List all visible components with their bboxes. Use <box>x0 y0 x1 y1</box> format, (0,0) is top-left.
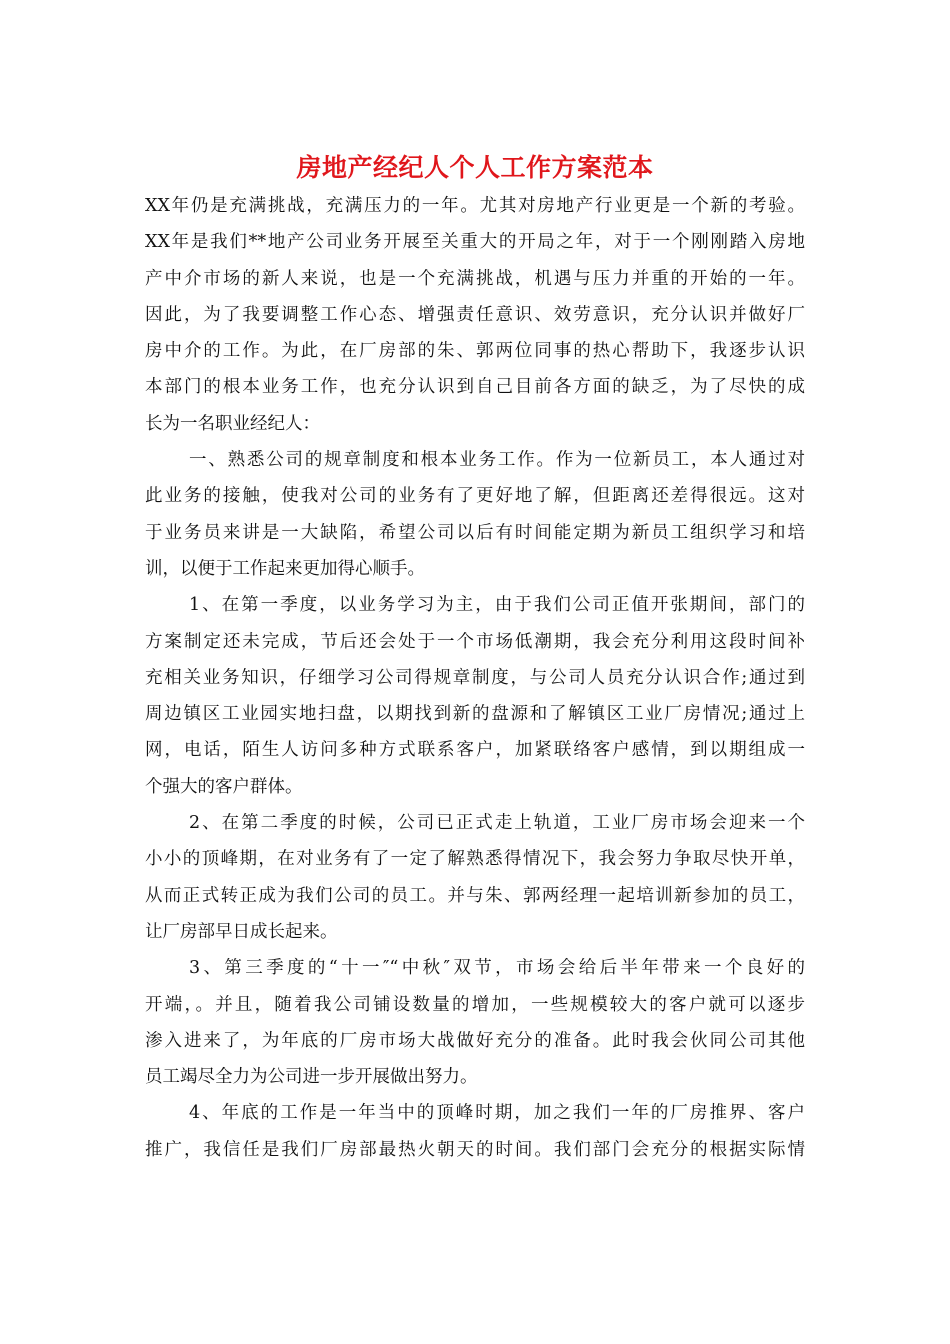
text-line: 因此，为了我要调整工作心态、增强责任意识、效劳意识，充分认识并做好厂 <box>145 304 805 325</box>
text-line: 训，以便于工作起来更加得心顺手。 <box>145 558 425 579</box>
text-line: 2、在第二季度的时候，公司已正式走上轨道，工业厂房市场会迎来一个 <box>189 813 805 834</box>
text-line: 1、在第一季度，以业务学习为主，由于我们公司正值开张期间，部门的 <box>189 595 805 616</box>
text-line: 小小的顶峰期，在对业务有了一定了解熟悉得情况下，我会努力争取尽快开单， <box>145 849 805 870</box>
text-line: 产中介市场的新人来说，也是一个充满挑战，机遇与压力并重的开始的一年。 <box>145 268 805 289</box>
text-line: XX年是我们**地产公司业务开展至关重大的开局之年，对于一个刚刚踏入房地 <box>145 232 805 253</box>
document-page <box>145 148 805 1168</box>
text-line: 长为一名职业经纪人： <box>145 413 320 434</box>
text-line: 此业务的接触，使我对公司的业务有了更好地了解，但距离还差得很远。这对 <box>145 486 805 507</box>
text-line: 3、第三季度的“十一″“中秋″双节，市场会给后半年带来一个良好的 <box>189 958 805 979</box>
text-line: 开端，。并且，随着我公司铺设数量的增加，一些规模较大的客户就可以逐步 <box>145 994 805 1015</box>
text-line: 于业务员来讲是一大缺陷，希望公司以后有时间能定期为新员工组织学习和培 <box>145 522 805 543</box>
text-line: 房中介的工作。为此，在厂房部的朱、郭两位同事的热心帮助下，我逐步认识 <box>145 341 805 362</box>
text-line: 4、年底的工作是一年当中的顶峰时期，加之我们一年的厂房推界、客户 <box>189 1103 805 1124</box>
text-line: 本部门的根本业务工作，也充分认识到自己目前各方面的缺乏，为了尽快的成 <box>145 377 805 398</box>
text-line: 让厂房部早日成长起来。 <box>145 921 338 942</box>
text-line: 充相关业务知识，仔细学习公司得规章制度，与公司人员充分认识合作;通过到 <box>145 667 805 688</box>
text-line: 周边镇区工业园实地扫盘，以期找到新的盘源和了解镇区工业厂房情况;通过上 <box>145 704 805 725</box>
text-line: 一、熟悉公司的规章制度和根本业务工作。作为一位新员工，本人通过对 <box>189 450 805 471</box>
document-body <box>145 188 805 1168</box>
text-line: 渗入进来了，为年底的厂房市场大战做好充分的准备。此时我会伙同公司其他 <box>145 1030 805 1051</box>
text-line: XX年仍是充满挑战，充满压力的一年。尤其对房地产行业更是一个新的考验。 <box>145 196 805 216</box>
text-line: 从而正式转正成为我们公司的员工。并与朱、郭两经理一起培训新参加的员工， <box>145 885 805 906</box>
text-line: 方案制定还未完成，节后还会处于一个市场低潮期，我会充分利用这段时间补 <box>145 631 805 652</box>
text-line: 员工竭尽全力为公司进一步开展做出努力。 <box>145 1067 478 1088</box>
text-line: 个强大的客户群体。 <box>145 776 303 797</box>
document-title: 房地产经纪人个人工作方案范本 <box>296 153 654 182</box>
text-line: 网，电话，陌生人访问多种方式联系客户，加紧联络客户感情，到以期组成一 <box>145 740 805 761</box>
text-line: 推广，我信任是我们厂房部最热火朝天的时间。我们部门会充分的根据实际情 <box>145 1139 805 1160</box>
